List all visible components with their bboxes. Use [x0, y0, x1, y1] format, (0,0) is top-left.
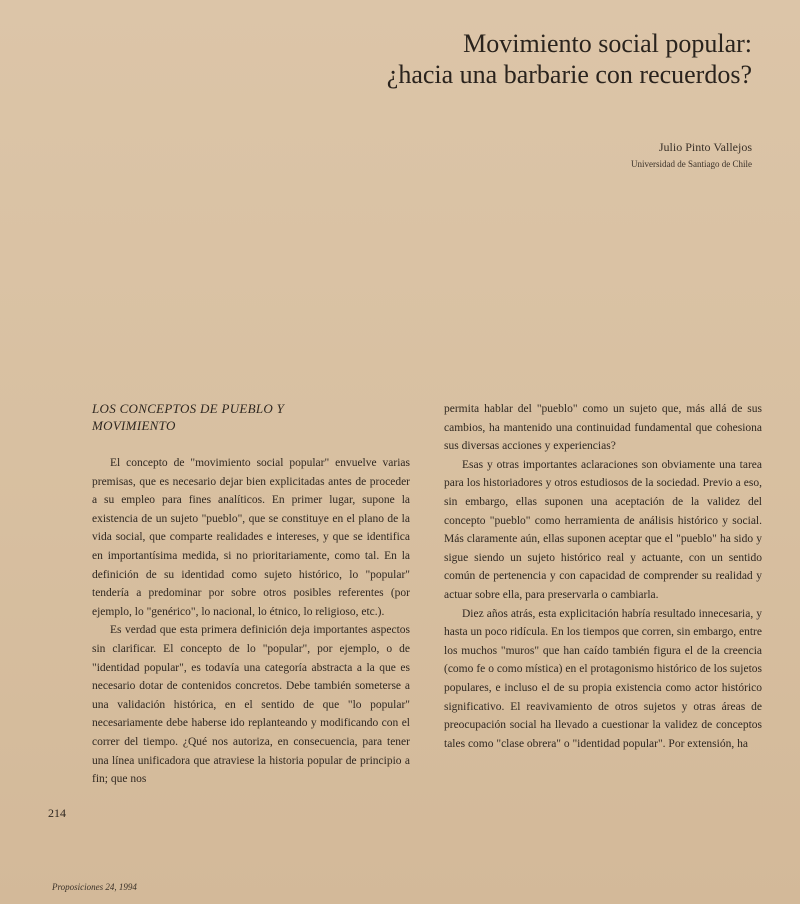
- section-heading-line-1: LOS CONCEPTOS DE PUEBLO Y: [92, 401, 285, 416]
- page-number: 214: [48, 806, 66, 820]
- paragraph: Esas y otras importantes aclaraciones son obviamente una tarea para los historiadores y otros estudiosos de la sociedad. Previo a eso, sin embargo, ellas suponen una aceptación de la validez del concepto "pueblo" como herramienta de análisis histórico y social. Más claramente aún, ellas suponen aceptar que el "pueblo" ha sido y sigue siendo un sujeto histórico real y actuante, con un sentido común de pertenencia y con capacidad de comprender su realidad y actuar sobre ella, para preservarla o cambiarla.: [444, 458, 762, 601]
- author-name: Julio Pinto Vallejos: [658, 140, 752, 154]
- section-heading-line-2: MOVIMIENTO: [92, 418, 176, 433]
- title-line-2: ¿hacia una barbarie con recuerdos?: [386, 60, 752, 89]
- journal-footer: Proposiciones 24, 1994: [52, 882, 137, 892]
- paragraph: El concepto de "movimiento social popular" envuelve varias premisas, que es necesario dejar bien explicitadas antes de proceder a su empleo para fines analíticos. En primer lugar, supone la existencia de un sujeto "pueblo", que se constituye en el plano de la vida social, que comparte realidades e intereses, y que se identifica en importantísima medida, si no prioritariamente, como tal. En la definición de su identidad como sujeto histórico, lo "popular" tendería a predominar por sobre otros posibles referentes (por ejemplo, lo "genérico", lo nacional, lo étnico, lo religioso, etc.).: [92, 457, 410, 618]
- right-column: [444, 400, 762, 753]
- paragraph: Diez años atrás, esta explicitación habría resultado innecesaria, y hasta un poco ridícula. En los tiempos que corren, sin embargo, entre los muchos "muros" que han caído también figura el de la creencia (como fe o como mística) en el protagonismo histórico de los sujetos populares, e incluso el de su propia existencia como actor histórico significativo. El reavivamiento de otros sujetos y otras áreas de preocupación social ha llevado a cuestionar la validez de conceptos tales como "clase obrera" o "identidad popular". Por extensión, ha: [444, 607, 762, 750]
- title-line-1: Movimiento social popular:: [463, 29, 752, 58]
- paragraph: permita hablar del "pueblo" como un sujeto que, más allá de sus cambios, ha mantenido una continuidad fundamental que cohesiona sus diversas acciones y experiencias?: [444, 403, 762, 453]
- author-affiliation: Universidad de Santiago de Chile: [631, 159, 752, 169]
- article-title: [192, 28, 752, 90]
- section-heading: [92, 400, 410, 434]
- left-column: [92, 400, 410, 789]
- paragraph: Es verdad que esta primera definición deja importantes aspectos sin clarificar. El concepto de lo "popular", por ejemplo, o de "identidad popular", es todavía una categoría abstracta a la que es necesario dotar de contenidos concretos. Debe también someterse a una validación histórica, en el sentido de que "lo popular" necesariamente debe haberse ido replanteando y modificando con el correr del tiempo. ¿Qué nos autoriza, en consecuencia, para tener una línea unificadora que atraviese la historia popular de principio a fin; que nos: [92, 624, 410, 786]
